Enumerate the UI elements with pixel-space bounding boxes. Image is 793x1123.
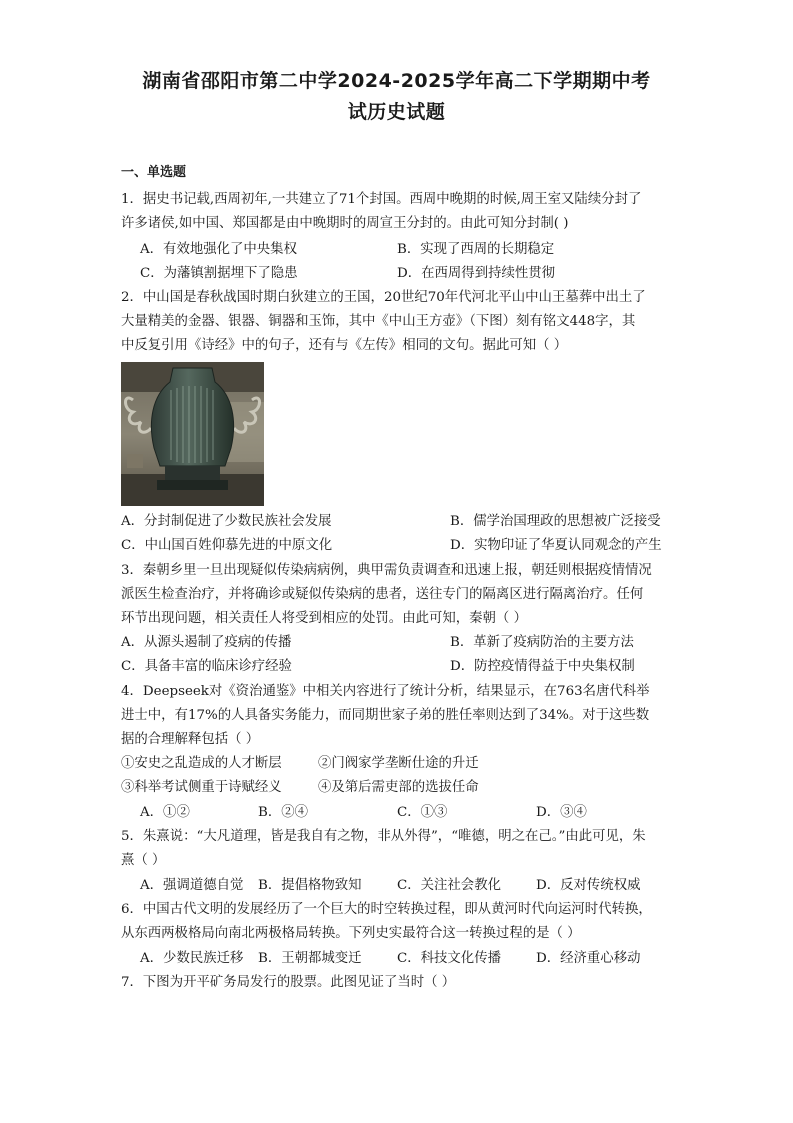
q6-option-d: D．经济重心移动	[536, 951, 641, 966]
q5-option-b: B．提倡格物致知	[258, 878, 362, 893]
q3-option-c: C．具备丰富的临床诊疗经验	[121, 659, 292, 674]
q2-stem-line-1: 2．中山国是春秋战国时期白狄建立的王国，20世纪70年代河北平山中山王墓葬中出土了	[121, 290, 646, 305]
q6-stem-line-2: 从东西两极格局向南北两极格局转换。下列史实最符合这一转换过程的是（ ）	[121, 926, 581, 941]
q1-stem-line-2: 许多诸侯,如中国、郑国都是由中晚期时的周宣王分封的。由此可知分封制( )	[121, 216, 569, 231]
q5-option-a: A．强调道德自觉	[140, 878, 244, 893]
q5-option-c: C．关注社会教化	[397, 878, 501, 893]
q4-item-3: ③科举考试侧重于诗赋经义	[121, 780, 282, 795]
q4-item-4: ④及第后需吏部的选拔任命	[318, 780, 479, 795]
q3-option-d: D．防控疫情得益于中央集权制	[450, 659, 635, 674]
q3-stem-line-2: 派医生检查治疗，并将确诊或疑似传染病的患者，送往专门的隔离区进行隔离治疗。任何	[121, 587, 644, 602]
document-title-line-2: 试历史试题	[347, 101, 446, 123]
q4-option-b: B．②④	[258, 805, 309, 820]
q5-option-d: D．反对传统权威	[536, 878, 641, 893]
q1-stem-line-1: 1．据史书记载,西周初年,一共建立了71个封国。西周中晚期的时候,周王室又陆续分封了	[121, 192, 642, 207]
q6-option-b: B．王朝都城变迁	[258, 951, 362, 966]
q2-stem-line-2: 大量精美的金器、银器、铜器和玉饰，其中《中山王方壶》（下图）刻有铭文448字，其	[121, 314, 636, 329]
q3-stem-line-1: 3．秦朝乡里一旦出现疑似传染病病例，典甲需负责调查和迅速上报，朝廷则根据疫情情况	[121, 563, 652, 578]
q6-stem-line-1: 6．中国古代文明的发展经历了一个巨大的时空转换过程，即从黄河时代向运河时代转换，	[121, 902, 652, 917]
q4-item-2: ②门阀家学垄断仕途的升迁	[318, 756, 479, 771]
q2-option-b: B．儒学治国理政的思想被广泛接受	[450, 514, 661, 529]
q5-stem-line-1: 5．朱熹说：“大凡道理，皆是我自有之物，非从外得”，“唯德，明之在己。”由此可见，朱	[121, 829, 646, 844]
section-heading: 一、单选题	[121, 165, 187, 180]
q2-option-c: C．中山国百姓仰慕先进的中原文化	[121, 538, 333, 553]
q4-stem-line-1: 4．Deepseek对《资治通鉴》中相关内容进行了统计分析，结果显示，在763名唐代科举	[121, 684, 650, 699]
q2-option-a: A．分封制促进了少数民族社会发展	[121, 514, 332, 529]
q1-option-b: B．实现了西周的长期稳定	[397, 242, 555, 257]
bronze-vessel-photo	[121, 362, 264, 506]
document-title-line-1: 湖南省邵阳市第二中学2024-2025学年高二下学期期中考	[142, 70, 651, 92]
q4-stem-line-3: 据的合理解释包括（ ）	[121, 732, 260, 747]
q7-stem-line-1: 7．下图为开平矿务局发行的股票。此图见证了当时（ ）	[121, 975, 456, 990]
q4-stem-line-2: 进士中，有17%的人具备实务能力，而同期世家子弟的胜任率则达到了34%。对于这些数	[121, 708, 650, 723]
q1-option-c: C．为藩镇割据埋下了隐患	[140, 266, 298, 281]
q3-option-a: A．从源头遏制了疫病的传播	[121, 635, 292, 650]
q4-option-a: A．①②	[140, 805, 190, 820]
q3-option-b: B．革新了疫病防治的主要方法	[450, 635, 634, 650]
q6-option-a: A．少数民族迁移	[140, 951, 244, 966]
q6-option-c: C．科技文化传播	[397, 951, 501, 966]
q2-option-d: D．实物印证了华夏认同观念的产生	[450, 538, 662, 553]
q3-stem-line-3: 环节出现问题，相关责任人将受到相应的处罚。由此可知，秦朝（ ）	[121, 611, 527, 626]
q5-stem-line-2: 熹（ ）	[121, 853, 166, 868]
q1-option-d: D．在西周得到持续性贯彻	[397, 266, 556, 281]
q4-item-1: ①安史之乱造成的人才断层	[121, 756, 282, 771]
q4-option-d: D．③④	[536, 805, 587, 820]
q1-option-a: A．有效地强化了中央集权	[140, 242, 297, 257]
q2-stem-line-3: 中反复引用《诗经》中的句子，还有与《左传》相同的文句。据此可知（ ）	[121, 338, 568, 353]
q4-option-c: C．①③	[397, 805, 448, 820]
